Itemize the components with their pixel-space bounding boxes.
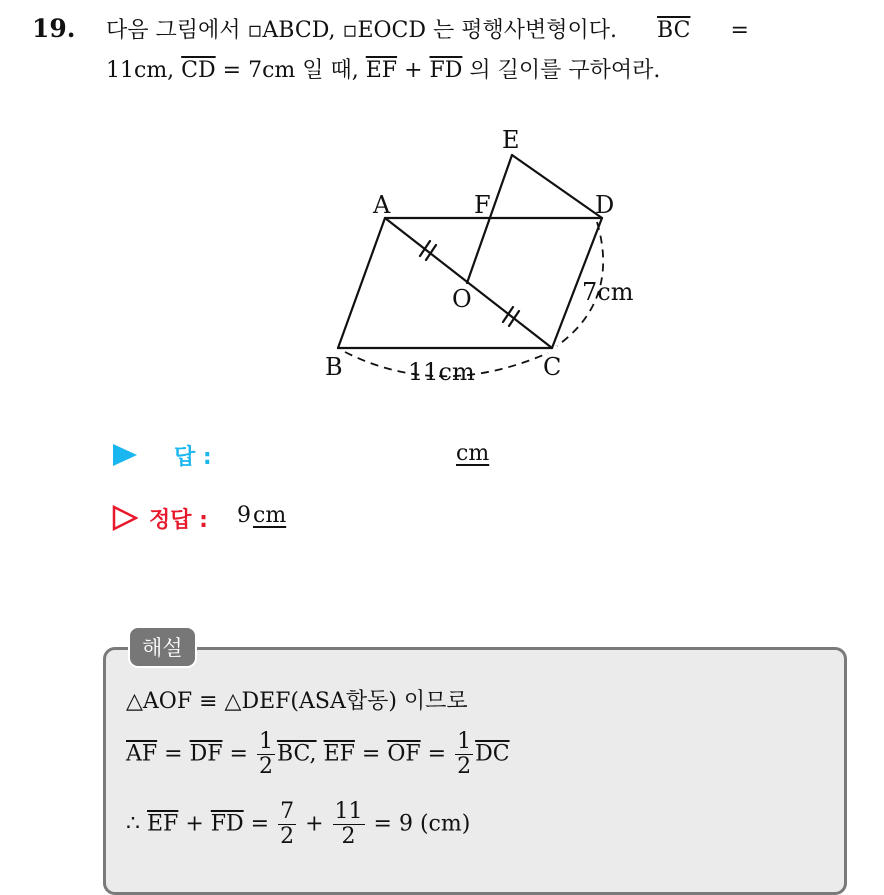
fraction-denominator: 2 <box>457 754 472 779</box>
fraction-denominator: 2 <box>280 824 295 849</box>
fraction-numerator: 1 <box>258 729 273 754</box>
fraction-one-half <box>455 730 473 779</box>
label-o: O <box>452 285 472 313</box>
equals-sign: = <box>427 741 447 767</box>
plus-sign: + <box>305 811 324 837</box>
solution-line-3 <box>126 800 470 849</box>
segment-ab <box>338 218 385 348</box>
question-text: 11cm, <box>106 58 175 83</box>
solution-line-2 <box>126 730 510 779</box>
segment-ef: $\overline{EF}$ <box>323 741 355 767</box>
fraction-numerator: 1 <box>457 729 472 754</box>
segment-cd: $\overline{CD}$ <box>181 58 216 83</box>
segment-bc: $\overline{BC}$ <box>657 18 691 43</box>
correct-answer-unit: cm <box>253 503 287 528</box>
fraction-numerator: 7 <box>280 799 295 824</box>
label-cd-length: 7cm <box>582 278 634 306</box>
tick-mark <box>503 307 513 322</box>
outline-arrow-icon <box>112 505 138 531</box>
label-bc-length: 11cm <box>408 358 475 386</box>
question-text: 의 길이를 구하여라. <box>469 58 661 83</box>
equals-sign: = <box>164 741 183 767</box>
question-number: 19. <box>32 14 76 43</box>
segment-ed <box>512 155 602 218</box>
result-text: = 9 (cm) <box>373 811 471 837</box>
segment-dc: $\overline{DC}$ <box>475 741 510 767</box>
therefore-symbol: ∴ <box>126 811 140 837</box>
question-text: 다음 그림에서 ▫ABCD, ▫EOCD 는 평행사변형이다. <box>106 18 618 43</box>
answer-unit: cm <box>456 441 490 466</box>
fraction-one-half <box>257 730 275 779</box>
solution-line-1: △AOF ≡ △DEF(ASA합동) 이므로 <box>126 689 468 714</box>
fraction-numerator: 11 <box>334 799 363 824</box>
segment-bc: BC, <box>276 741 317 767</box>
segment-fd: $\overline{FD}$ <box>210 811 244 837</box>
label-c: C <box>543 353 562 381</box>
segment-df: $\overline{DF}$ <box>189 741 223 767</box>
fraction-seven-halves <box>278 800 296 849</box>
fraction-denominator: 2 <box>258 754 273 779</box>
play-arrow-icon <box>112 443 138 467</box>
plus-sign: + <box>185 811 204 837</box>
equals-sign: = <box>730 18 749 43</box>
tick-mark <box>509 311 519 326</box>
answer-label: 답 : <box>174 445 212 470</box>
question-text: = 7cm 일 때, <box>222 58 359 83</box>
geometry-figure <box>0 0 884 420</box>
label-d: D <box>595 191 615 219</box>
equals-sign: = <box>361 741 381 767</box>
equals-sign: = <box>229 741 248 767</box>
label-e: E <box>502 126 520 154</box>
correct-answer-value: 9 <box>237 503 251 528</box>
segment-af: $\overline{AF}$ <box>126 741 158 767</box>
segment-ef: $\overline{EF}$ <box>365 58 398 83</box>
label-b: B <box>325 353 343 381</box>
diagonal-ac <box>385 218 552 348</box>
fraction-denominator: 2 <box>341 824 356 849</box>
segment-of: $\overline{OF}$ <box>387 741 421 767</box>
segment-ef: $\overline{EF}$ <box>147 811 179 837</box>
fraction-eleven-halves <box>333 800 365 849</box>
correct-answer-label: 정답 : <box>149 508 208 533</box>
equals-sign: = <box>250 811 270 837</box>
label-a: A <box>373 191 391 219</box>
label-f: F <box>474 191 491 219</box>
plus-sign: + <box>404 58 423 83</box>
tick-mark <box>420 241 430 256</box>
segment-fd: $\overline{FD}$ <box>429 58 463 83</box>
solution-tab: 해설 <box>128 626 197 668</box>
